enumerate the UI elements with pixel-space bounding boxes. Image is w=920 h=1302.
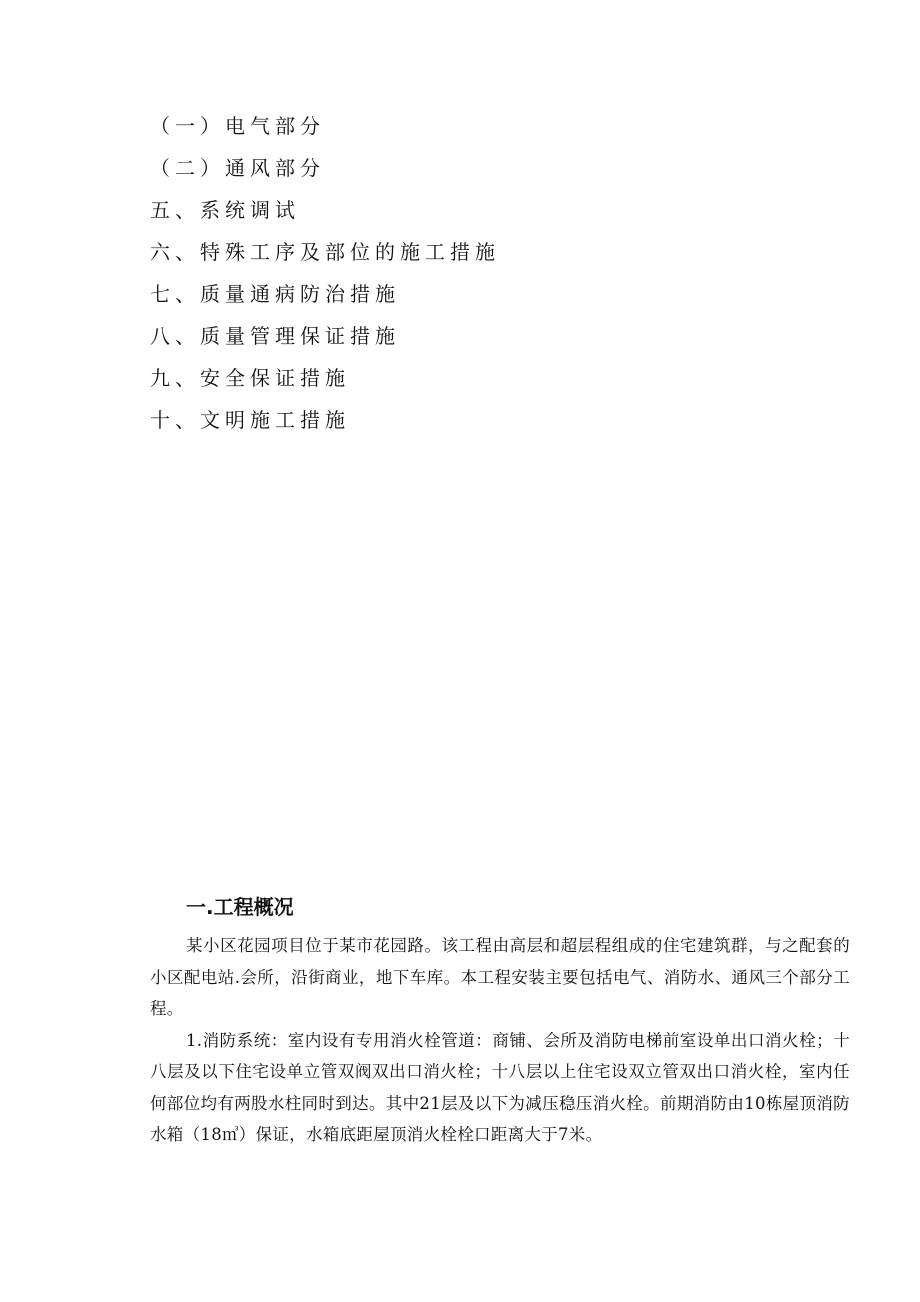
project-overview-section xyxy=(150,890,850,1151)
section-heading: 一.工程概况 xyxy=(186,895,294,919)
toc-item-civilized-construction: 十、文明施工措施 xyxy=(150,408,350,432)
toc-item-quality-management: 八、质量管理保证措施 xyxy=(150,324,400,348)
toc-item-system-debugging: 五、系统调试 xyxy=(150,198,300,222)
toc-item-electrical: （一）电气部分 xyxy=(150,114,325,138)
table-of-contents xyxy=(150,108,850,444)
fire-system-paragraph: 1.消防系统：室内设有专用消火栓管道：商铺、会所及消防电梯前室设单出口消火栓；十八层及以下住宅设单立管双阀双出口消火栓；十八层以上住宅设双立管双出口消火栓，室内任何部位均有两股水柱同时到达。其中21层及以下为减压稳压消火栓。前期消防由10栋屋顶消防水箱（18㎥）保证，水箱底距屋顶消火栓栓口距离大于7米。 xyxy=(150,1030,850,1144)
overview-paragraph: 某小区花园项目位于某市花园路。该工程由高层和超层程组成的住宅建筑群，与之配套的小区配电站.会所，沿街商业，地下车库。本工程安装主要包括电气、消防水、通风三个部分工程。 xyxy=(150,936,850,1018)
toc-item-ventilation: （二）通风部分 xyxy=(150,156,325,180)
toc-item-safety-measures: 九、安全保证措施 xyxy=(150,366,350,390)
toc-item-special-procedures: 六、特殊工序及部位的施工措施 xyxy=(150,240,500,264)
toc-item-quality-defect-prevention: 七、质量通病防治措施 xyxy=(150,282,400,306)
